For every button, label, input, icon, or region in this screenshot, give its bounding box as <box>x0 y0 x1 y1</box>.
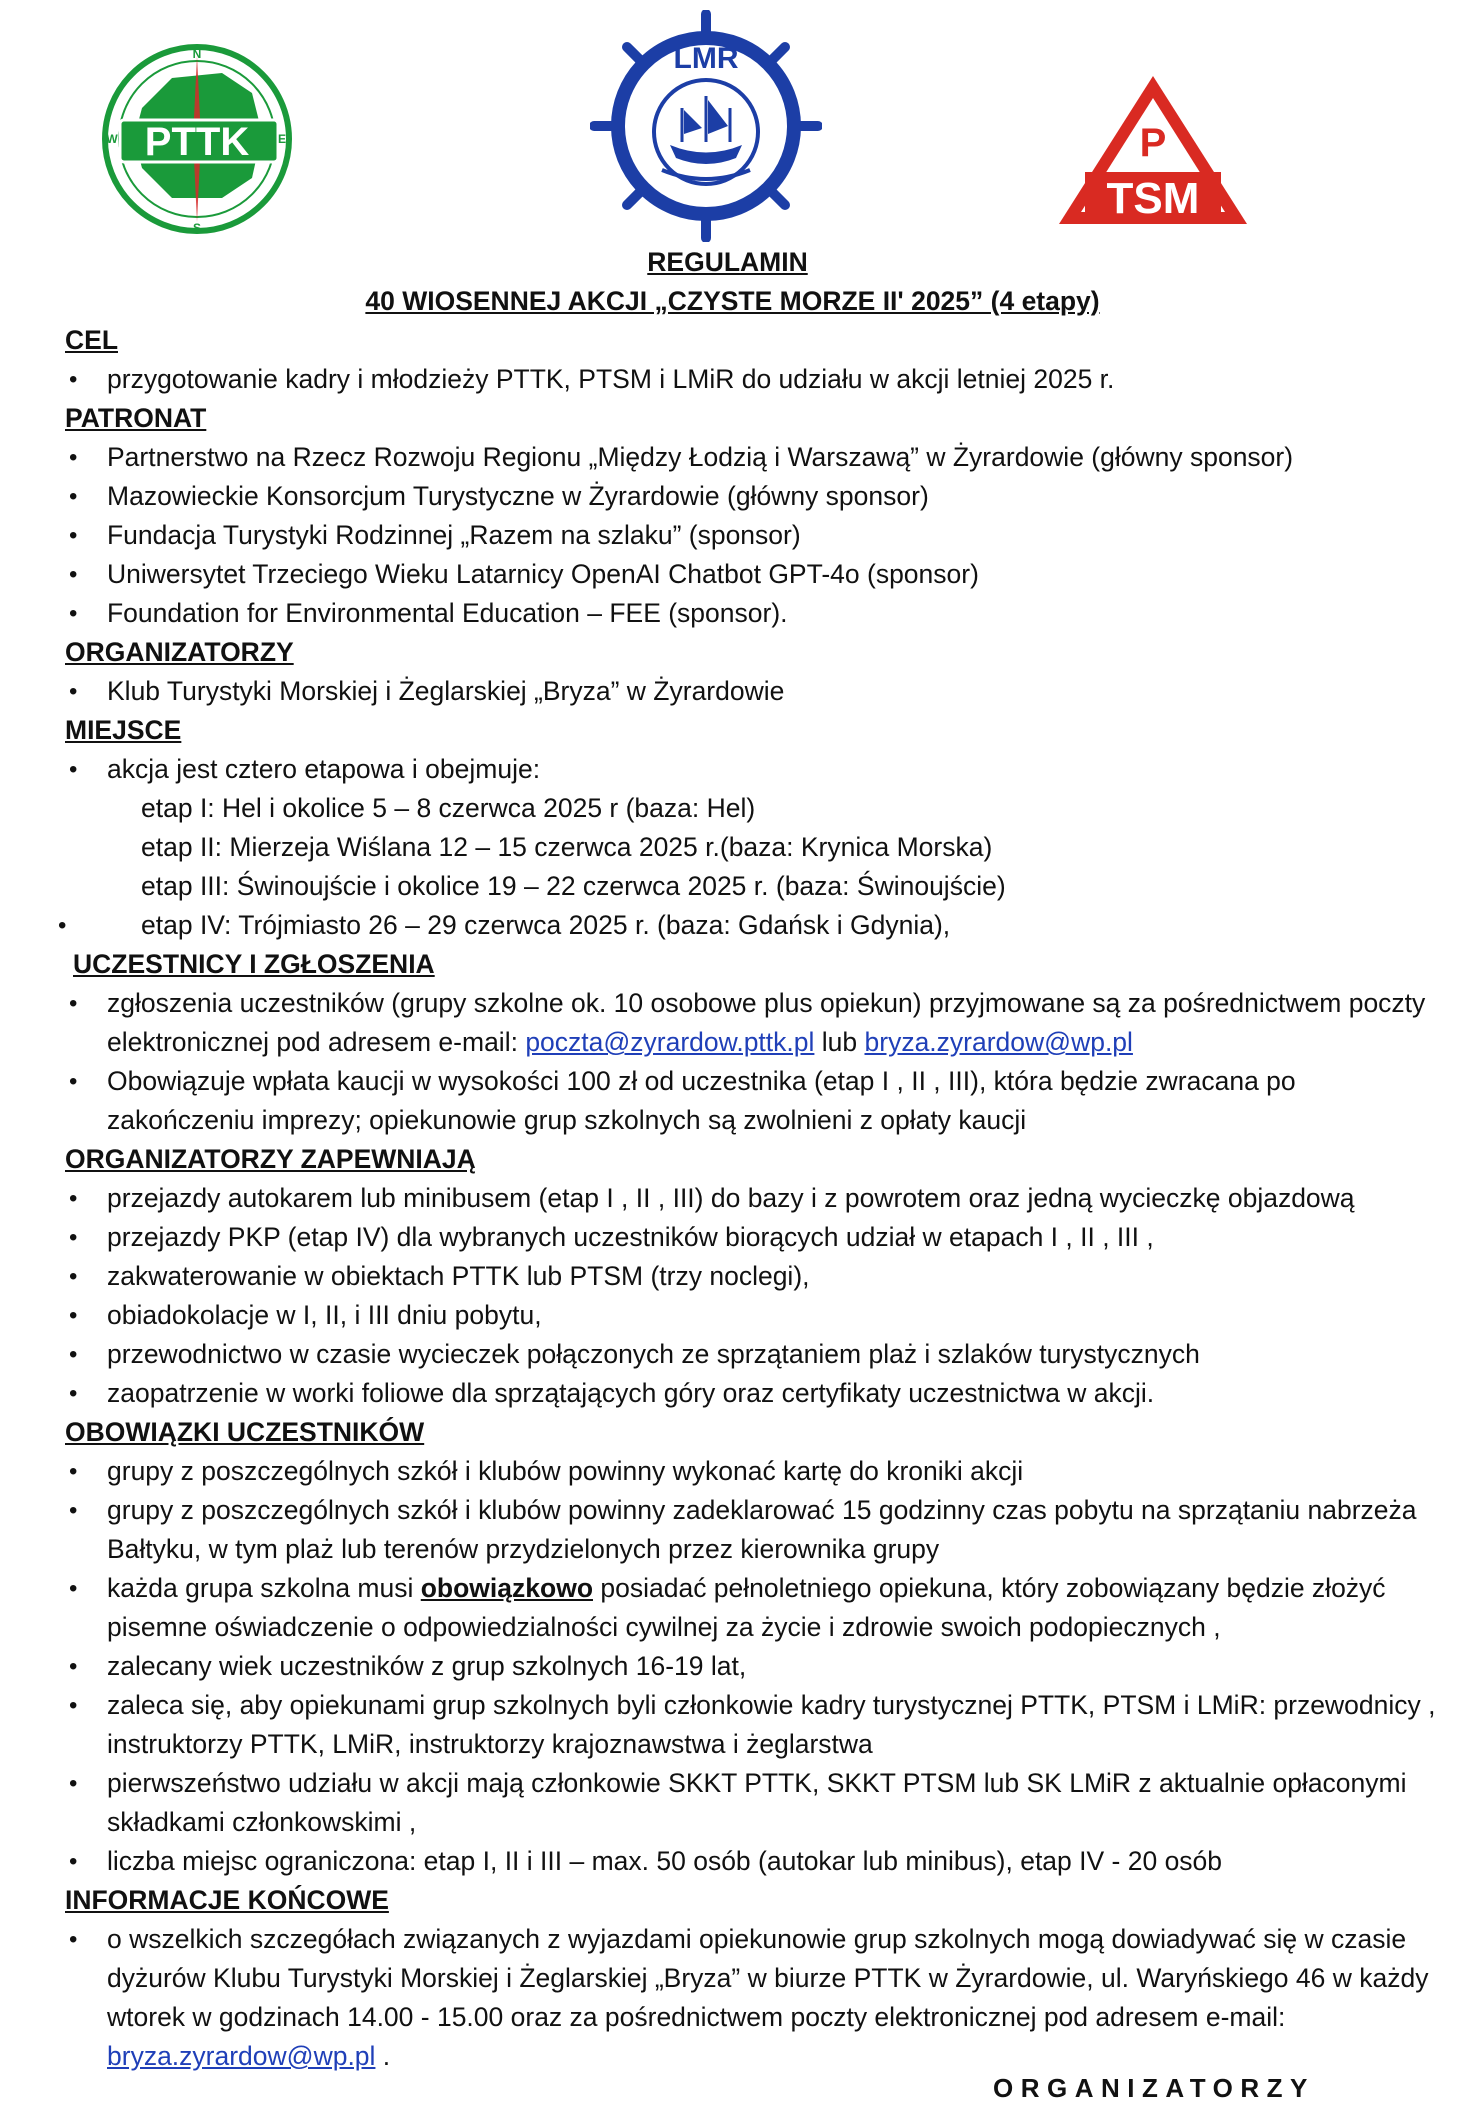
list-item: • grupy z poszczególnych szkół i klubów powinny wykonać kartę do kroniki akcji <box>65 1452 1445 1491</box>
stage-item: • etap IV: Trójmiasto 26 – 29 czerwca 2025 r. (baza: Gdańsk i Gdynia), <box>65 906 1445 945</box>
list-item: • Uniwersytet Trzeciego Wieku Latarnicy OpenAI Chatbot GPT-4o (sponsor) <box>65 555 1445 594</box>
emphasis-text: obowiązkowo <box>420 1573 593 1603</box>
list-item: • przewodnictwo w czasie wycieczek połączonych ze sprzątaniem plaż i szlaków turystycznych <box>65 1335 1445 1374</box>
section-heading-miejsce: MIEJSCE <box>65 715 182 745</box>
section-heading-cel: CEL <box>65 325 118 355</box>
list-item: • zaleca się, aby opiekunami grup szkolnych byli członkowie kadry turystycznej PTTK, PTSM i LMiR: przewodnicy , instruktorzy PTTK, LMiR, instruktorzy krajoznawstwa i żeglarstwa <box>65 1686 1445 1764</box>
list-item-text: zgłoszenia uczestników (grupy szkolne ok. 10 osobowe plus opiekun) przyjmowane są za pośrednictwem poczty elektronicznej pod adresem e-mail: <box>107 988 1426 1057</box>
list-item: • Fundacja Turystyki Rodzinnej „Razem na szlaku” (sponsor) <box>65 516 1445 555</box>
signature: ORGANIZATORZY <box>993 2073 1315 2103</box>
email-link-bryza[interactable]: bryza.zyrardow@wp.pl <box>107 2041 376 2071</box>
ptsm-logo <box>1055 72 1251 228</box>
list-item-text: posiadać pełnoletniego opiekuna, który zobowiązany będzie złożyć pisemne oświadczenie o odpowiedzialności cywilnej za życie i zdrowie swoich podopiecznych , <box>107 1573 1386 1642</box>
section-heading-patronat: PATRONAT <box>65 403 207 433</box>
logo-row <box>0 0 1465 250</box>
pttk-logo <box>102 38 292 240</box>
list-item: • obiadokolacje w I, II, i III dniu pobytu, <box>65 1296 1445 1335</box>
svg-text:PTTK: PTTK <box>144 120 250 164</box>
document-subtitle: 40 WIOSENNEJ AKCJI „CZYSTE MORZE II' 2025” (4 etapy) <box>365 286 1100 316</box>
list-item <box>65 1569 1445 1647</box>
list-item: • Klub Turystyki Morskiej i Żeglarskiej „Bryza” w Żyrardowie <box>65 672 1445 711</box>
uczestnicy-list <box>65 984 1445 1140</box>
document-title: REGULAMIN <box>647 247 808 277</box>
organizatorzy-list <box>65 672 1445 711</box>
list-item: • Foundation for Environmental Education – FEE (sponsor). <box>65 594 1445 633</box>
list-item: • akcja jest cztero etapowa i obejmuje: <box>65 750 1445 789</box>
svg-text:S: S <box>192 221 202 235</box>
tail-text: . <box>375 2041 391 2071</box>
regulations-document <box>65 243 1445 2076</box>
stage-item: etap I: Hel i okolice 5 – 8 czerwca 2025 r (baza: Hel) <box>141 793 756 823</box>
email-link-bryza[interactable]: bryza.zyrardow@wp.pl <box>864 1027 1133 1057</box>
svg-text:N: N <box>192 47 202 61</box>
list-item: • przejazdy PKP (etap IV) dla wybranych uczestników biorących udział w etapach I , II , III , <box>65 1218 1445 1257</box>
list-item: • pierwszeństwo udziału w akcji mają członkowie SKKT PTTK, SKKT PTSM lub SK LMiR z aktualnie opłaconymi składkami członkowskimi , <box>65 1764 1445 1842</box>
svg-text:TSM: TSM <box>1106 174 1200 223</box>
svg-text:LMR: LMR <box>673 42 739 75</box>
list-item: • zalecany wiek uczestników z grup szkolnych 16-19 lat, <box>65 1647 1445 1686</box>
stage-item: etap II: Mierzeja Wiślana 12 – 15 czerwca 2025 r.(baza: Krynica Morska) <box>141 832 993 862</box>
section-heading-zapewniaja: ORGANIZATORZY ZAPEWNIAJĄ <box>65 1144 476 1174</box>
list-item: • grupy z poszczególnych szkół i klubów powinny zadeklarować 15 godzinny czas pobytu na sprzątaniu nabrzeża Bałtyku, w tym plaż lub terenów przydzielonych przez kierownika grupy <box>65 1491 1445 1569</box>
miejsce-list <box>65 750 1445 789</box>
list-item: • zaopatrzenie w worki foliowe dla sprzątających góry oraz certyfikaty uczestnictwa w akcji. <box>65 1374 1445 1413</box>
patronat-list <box>65 438 1445 633</box>
list-item: • Obowiązuje wpłata kaucji w wysokości 100 zł od uczestnika (etap I , II , III), która będzie zwracana po zakończeniu imprezy; opiekunowie grup szkolnych są zwolnieni z opłaty kaucji <box>65 1062 1445 1140</box>
lmr-logo <box>590 10 822 242</box>
cel-list <box>65 360 1445 399</box>
svg-text:E: E <box>277 132 287 146</box>
section-heading-organizatorzy: ORGANIZATORZY <box>65 637 294 667</box>
list-item: • liczba miejsc ograniczona: etap I, II i III – max. 50 osób (autokar lub minibus), etap IV - 20 osób <box>65 1842 1445 1881</box>
list-item <box>65 1920 1445 2076</box>
list-item-text: o wszelkich szczegółach związanych z wyjazdami opiekunowie grup szkolnych mogą dowiadywać się w czasie dyżurów Klubu Turystyki Morskiej i Żeglarskiej „Bryza” w biurze PTTK w Żyrardowie, ul. Waryńskiego 46 w każdy wtorek w godzinach 14.00 - 15.00 oraz za pośrednictwem poczty elektronicznej pod adresem e-mail: <box>107 1924 1429 2032</box>
zapewniaja-list <box>65 1179 1445 1413</box>
list-item-text: każda grupa szkolna musi <box>107 1573 421 1603</box>
obowiazki-list <box>65 1452 1445 1881</box>
list-item: • przygotowanie kadry i młodzieży PTTK, PTSM i LMiR do udziału w akcji letniej 2025 r. <box>65 360 1445 399</box>
email-link-pttk[interactable]: poczta@zyrardow.pttk.pl <box>525 1027 815 1057</box>
joiner-text: lub <box>814 1027 865 1057</box>
svg-text:P: P <box>1139 121 1167 165</box>
list-item: • Partnerstwo na Rzecz Rozwoju Regionu „Między Łodzią i Warszawą” w Żyrardowie (główny sponsor) <box>65 438 1445 477</box>
section-heading-uczestnicy: UCZESTNICY I ZGŁOSZENIA <box>73 949 435 979</box>
section-heading-obowiazki: OBOWIĄZKI UCZESTNIKÓW <box>65 1417 425 1447</box>
list-item: • zakwaterowanie w obiektach PTTK lub PTSM (trzy noclegi), <box>65 1257 1445 1296</box>
list-item <box>65 984 1445 1062</box>
list-item: • przejazdy autokarem lub minibusem (etap I , II , III) do bazy i z powrotem oraz jedną wycieczkę objazdową <box>65 1179 1445 1218</box>
section-heading-informacje: INFORMACJE KOŃCOWE <box>65 1885 389 1915</box>
informacje-list <box>65 1920 1445 2076</box>
list-item: • Mazowieckie Konsorcjum Turystyczne w Żyrardowie (główny sponsor) <box>65 477 1445 516</box>
svg-text:W: W <box>106 132 118 146</box>
stage-item: etap III: Świnoujście i okolice 19 – 22 czerwca 2025 r. (baza: Świnoujście) <box>141 871 1006 901</box>
